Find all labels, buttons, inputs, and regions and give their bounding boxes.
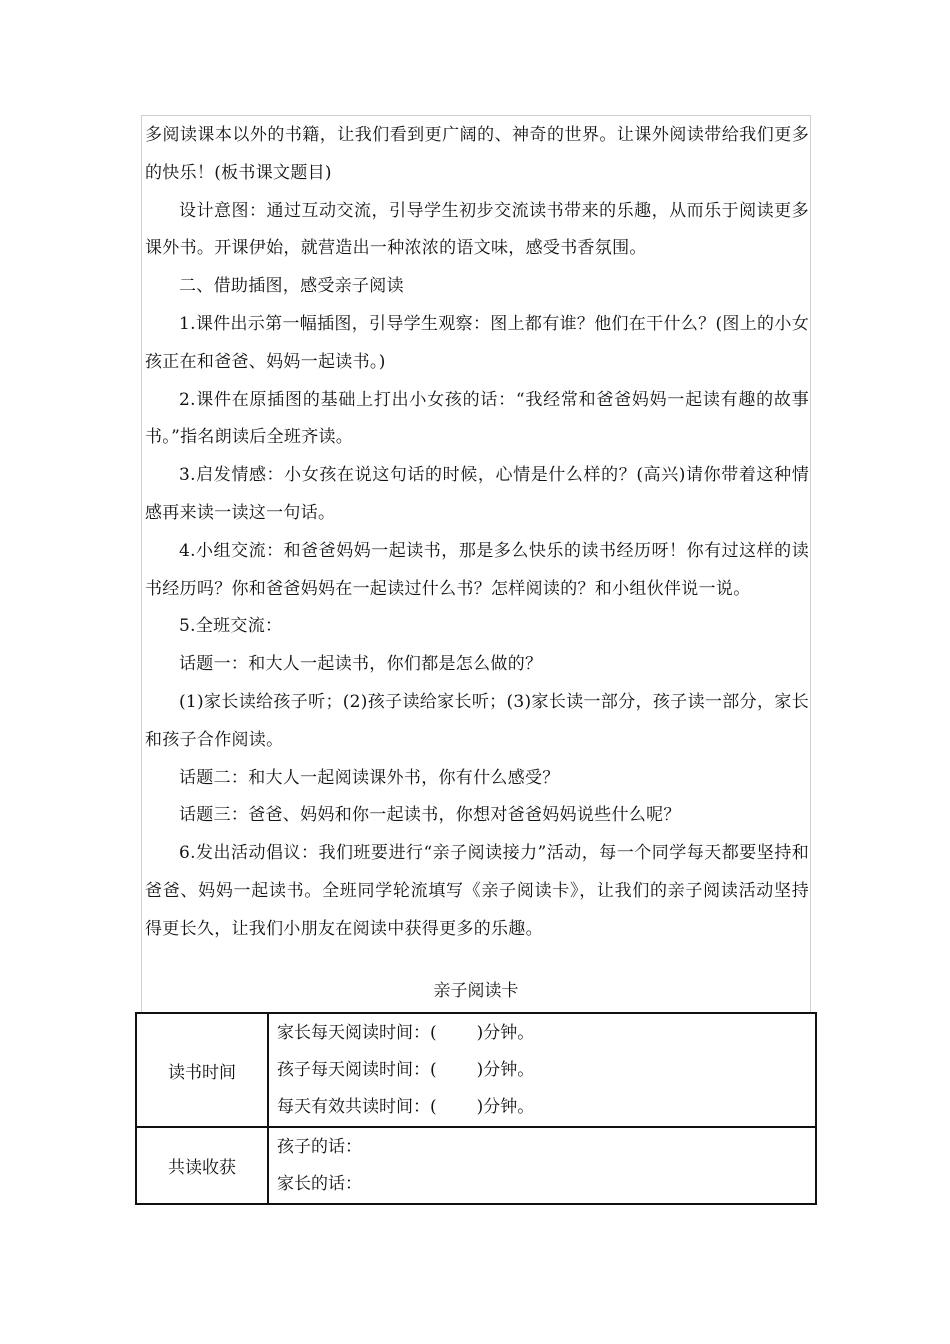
lesson-body: [145, 117, 809, 949]
paragraph-topic-1-answers: (1)家长读给孩子听；(2)孩子读给家长听；(3)家长读一部分，孩子读一部分，家长和孩子合作阅读。: [145, 691, 809, 750]
reading-card-title: 亲子阅读卡: [433, 981, 519, 1001]
paragraph-step-5: 5.全班交流：: [179, 616, 283, 637]
paragraph-design-intent: 设计意图：通过互动交流，引导学生初步交流读书带来的乐趣，从而乐于阅读更多课外书。开课伊始，就营造出一种浓浓的语文味，感受书香氛围。: [145, 200, 809, 259]
child-reading-time-line: [277, 1052, 815, 1089]
paragraph-topic-1: 话题一：和大人一起读书，你们都是怎么做的？: [179, 654, 543, 675]
line-text: 家长每天阅读时间：(: [277, 1022, 437, 1043]
line-suffix: )分钟。: [476, 1022, 535, 1043]
reading-card-table: [135, 1012, 817, 1205]
line-text: 孩子每天阅读时间：(: [277, 1059, 437, 1080]
section-heading-2: 二、借助插图，感受亲子阅读: [179, 276, 404, 297]
child-words-line[interactable]: 孩子的话：: [277, 1136, 362, 1157]
shared-reading-time-line: [277, 1089, 815, 1126]
reading-time-label: 读书时间: [136, 1013, 268, 1127]
paragraph-step-1: 1.课件出示第一幅插图，引导学生观察：图上都有谁？他们在干什么？(图上的小女孩正在和爸爸、妈妈一起读书。): [145, 313, 809, 372]
table-row: [136, 1013, 816, 1127]
line-suffix: )分钟。: [476, 1096, 535, 1117]
harvest-label: 共读收获: [136, 1127, 268, 1204]
paragraph-step-3: 3.启发情感：小女孩在说这句话的时候，心情是什么样的？(高兴)请你带着这种情感再来读一读这一句话。: [145, 465, 809, 523]
paragraph-step-2: 2.课件在原插图的基础上打出小女孩的话：“我经常和爸爸妈妈一起读有趣的故事书。”指名朗读后全班齐读。: [145, 389, 809, 448]
parent-reading-time-line: [277, 1015, 815, 1052]
paragraph-topic-2: 话题二：和大人一起阅读课外书，你有什么感受？: [179, 767, 560, 788]
reading-time-lines: [268, 1013, 816, 1127]
harvest-lines: [268, 1127, 816, 1204]
parent-words-line[interactable]: 家长的话：: [277, 1173, 362, 1194]
table-row: [136, 1127, 816, 1204]
line-suffix: )分钟。: [476, 1059, 535, 1080]
line-text: 每天有效共读时间：(: [277, 1096, 437, 1117]
paragraph-intro-continued: 多阅读课本以外的书籍，让我们看到更广阔的、神奇的世界。让课外阅读带给我们更多的快乐！(板书课文题目): [145, 125, 809, 183]
paragraph-step-6: 6.发出活动倡议：我们班要进行“亲子阅读接力”活动，每一个同学每天都要坚持和爸爸、妈妈一起读书。全班同学轮流填写《亲子阅读卡》，让我们的亲子阅读活动坚持得更长久，让我们小朋友在阅读中获得更多的乐趣。: [145, 843, 809, 939]
paragraph-step-4: 4.小组交流：和爸爸妈妈一起读书，那是多么快乐的读书经历呀！你有过这样的读书经历吗？你和爸爸妈妈在一起读过什么书？怎样阅读的？和小组伙伴说一说。: [145, 540, 809, 599]
paragraph-topic-3: 话题三：爸爸、妈妈和你一起读书，你想对爸爸妈妈说些什么呢？: [179, 805, 681, 826]
